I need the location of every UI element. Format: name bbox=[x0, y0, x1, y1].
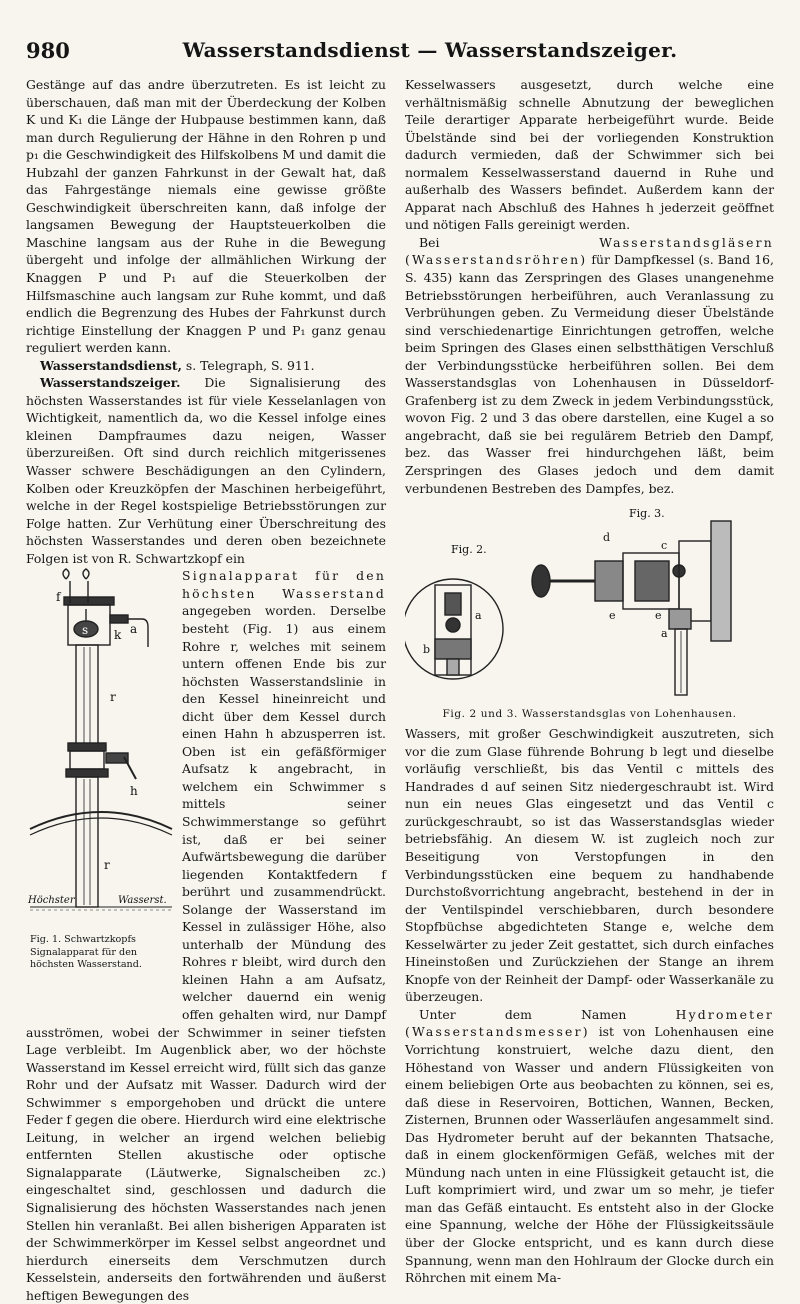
paragraph bbox=[26, 357, 386, 375]
entry-headword: Wasserstandszeiger. bbox=[40, 375, 181, 391]
fig3-label-c: c bbox=[661, 539, 668, 553]
spaced-term: Signalapparat für den höchsten Wasserstand bbox=[182, 568, 386, 601]
fig3-label-a: a bbox=[661, 627, 668, 641]
left-column bbox=[26, 76, 386, 1304]
entry-headword: Wasserstandsdienst, bbox=[40, 357, 182, 373]
entry-text: Unter dem Namen bbox=[419, 1006, 676, 1022]
entry-text: angegeben worden. Derselbe besteht (Fig. 1) aus einem Rohre r, welches mit seinem untern offenen Ende bis zur höchsten Wasserstandslinie in den Kessel hineinreicht und dicht über dem Kessel durch einen Hahn h abzusperren ist. Oben ist ein gefäßförmiger Aufsatz k angebracht, in welchem ein Schwimmer s mittels seiner Schwimmerstange so geführt ist, daß er bei seiner Aufwärtsbewegung die darüber liegenden Kontaktfedern f berührt und zusammendrückt. Solange der Wasserstand im Kessel in zulässiger Höhe, also unterhalb der Mündung des Rohres r bleibt, wird durch den kleinen Hahn a am Aufsatz, welcher dauernd ein wenig offen gehalten wird, nur Dampf ausströmen, wobei der Schwimmer in seiner tiefsten Lage verbleibt. Im Augenblick aber, wo der höchste Wasserstand im Kessel erreicht wird, füllt sich das ganze Rohr und der Aufsatz mit Wasser. Dadurch wird der Schwimmer s emporgehoben und drückt die untere Feder f gegen die obere. Hierdurch wird eine elektrische Leitung, in welcher an irgend welchen beliebig entfernten Stellen akustische oder optische Signalapparate (Läutwerke, Signalscheiben zc.) eingeschaltet sind, geschlossen und dadurch die Signalisierung des höchsten Wasserstandes nach jenen Stellen hin veranlaßt. Bei allen bisherigen Apparaten ist der Schwimmerkörper im Kessel selbst angeordnet und hierdurch einerseits dem Verschmutzen durch Kesselstein, anderseits den fortwährenden und äußerst heftigen Bewegungen des bbox=[26, 603, 386, 1303]
entry-text: Bei bbox=[419, 234, 600, 250]
label-r-upper: r bbox=[110, 690, 116, 705]
figure-1 bbox=[26, 567, 176, 1007]
paragraph: Kesselwassers ausgesetzt, durch welche eine verhältnismäßig schnelle Abnutzung der beweglichen Teile derartiger Apparate herbeigeführt wurde. Beide Übelstände sind bei der vorliegenden Konstruktion dadurch vermieden, daß der Schwimmer sich bei normalem Kesselwasserstand dauernd in Ruhe und außerhalb des Wassers befindet. Außerdem kann der Apparat nach Abschluß des Hahnes h jederzeit geöffnet und nötigen Falls gereinigt werden. bbox=[405, 77, 774, 233]
label-wasserstand: Wasserst. bbox=[118, 895, 167, 907]
entry-text: ist von Lohenhausen eine Vorrichtung konstruiert, welche dazu dient, den Höhestand von Wasser und andern Flüssigkeiten von einem beliebigen Orte aus beobachten zu können, sei es, daß diese in Reservoiren, Bottichen, Wannen, Becken, Zisternen, Brunnen oder Wasserläufen angesammelt sind. Das Hydrometer beruht auf der bekannten Thatsache, daß in einem glockenförmigen Gefäß, welches mit der Mündung nach unten in eine Flüssigkeit getaucht ist, die Luft komprimiert wird, und zwar um so mehr, je tiefer man das Gefäß eintaucht. Es entsteht also in der Glocke eine Spannung, welche der Höhe der Flüssigkeitssäule über der Glocke entspricht, und es kann durch diese Spannung, wenn man den Hohlraum der Glocke durch ein Röhrchen mit einem Ma- bbox=[405, 1024, 774, 1286]
figure-1-caption: Fig. 1. Schwartzkopfs Signalapparat für den höchsten Wasserstand. bbox=[30, 934, 142, 970]
fig2-drawing bbox=[405, 579, 503, 679]
figures-2-3-caption: Fig. 2 und 3. Wasserstandsglas von Lohenhausen. bbox=[442, 707, 737, 720]
fig3-drawing bbox=[532, 521, 731, 695]
label-h: h bbox=[130, 784, 138, 799]
entry-text: s. Telegraph, S. 911. bbox=[181, 357, 315, 373]
fig3-title: Fig. 3. bbox=[629, 507, 665, 521]
label-a: a bbox=[130, 622, 138, 637]
figures-2-3-drawing bbox=[405, 501, 774, 701]
label-s: s bbox=[82, 623, 89, 638]
fig3-label-d: d bbox=[603, 531, 611, 545]
label-k: k bbox=[114, 628, 122, 643]
label-r-lower: r bbox=[104, 858, 110, 873]
fig3-label-e-left: e bbox=[609, 609, 616, 623]
page-number: 980 bbox=[26, 38, 70, 63]
fig3-label-e-right: e bbox=[655, 609, 662, 623]
entry-text: für Dampfkessel (s. Band 16, S. 435) kann das Zerspringen des Glases unangenehme Betriebsstörungen herbeiführen, auch Veranlassung zu Verbrühungen geben. Zu Vermeidung dieser Übelstände sind verschiedenartige Einrichtungen getroffen, welche beim Springen des Glases einen selbstthätigen Verschluß der Verbindungsstücke herbeiführen sollen. Bei dem Wasserstandsglas von Lohenhausen in Düsseldorf-Grafenberg ist zu dem Zweck in jedem Verbindungsstück, wovon Fig. 2 und 3 das obere darstellen, eine Kugel a so angebracht, daß sie bei regulärem Betrieb den Dampf, bez. das Wasser frei hindurchgehen läßt, beim Zerspringen des Glases jedoch und dem damit verbundenen Bestreben des Dampfes, bez. bbox=[405, 252, 774, 496]
paragraph bbox=[405, 234, 774, 497]
fig2-label-a: a bbox=[475, 609, 482, 623]
paragraph bbox=[405, 1006, 774, 1287]
spaced-term: Wasserstandsgläsern (Wasserstandsröhren) bbox=[405, 234, 774, 268]
page-header bbox=[26, 38, 774, 68]
spaced-term: Hydrometer (Wasserstandsmesser) bbox=[405, 1006, 774, 1040]
figures-2-3 bbox=[405, 501, 774, 719]
label-f: f bbox=[56, 590, 61, 605]
paragraph: Wassers, mit großer Geschwindigkeit auszutreten, sich vor die zum Glase führende Bohrung b legt und dieselbe vorläufig verschließt, bis das Ventil c mittels des Handrades d auf seinen Sitz niedergeschraubt ist. Wird nun ein neues Glas eingesetzt und das Ventil c zurückgeschraubt, so ist das Wasserstandsglas wieder betriebsfähig. An diesem W. ist zugleich noch zur Beseitigung von Verstopfungen in den Verbindungsstücken eine bequem zu handhabende Durchstoßvorrichtung angebracht, bestehend in der in der Ventilspindel verschiebbaren, durch besondere Stopfbüchse abgedichteten Stange e, welche dem Kesselwärter zu jeder Zeit gestattet, sich durch einfaches Hineinstoßen und Zurückziehen der Stange an ihrem Knopfe von der Reinheit der Dampf- oder Wasserkanäle zu überzeugen. bbox=[405, 726, 774, 1005]
fig2-label-b: b bbox=[423, 643, 431, 657]
label-hoechster: Höchster bbox=[28, 895, 75, 907]
fig2-title: Fig. 2. bbox=[451, 543, 487, 557]
running-title: Wasserstandsdienst — Wasserstandszeiger. bbox=[182, 38, 678, 62]
entry-text: Die Signalisierung des höchsten Wasserstandes ist für viele Kesselanlagen von Wichtigkeit, namentlich da, wo die Kessel infolge eines kleinen Dampfraumes dazu neigen, Wasser überzureißen. Oft sind durch reichlich mitgerissenes Wasser schwere Beschädigungen an den Cylindern, Kolben oder Kreuzköpfen der Maschinen herbeigeführt, welche in der Regel kostspielige Betriebsstörungen zur Folge hatten. Zur Verhütung einer Überschreitung des höchsten Wasserstandes und deren oben bezeichnete Folgen ist von R. Schwartzkopf ein bbox=[26, 375, 386, 566]
paragraph bbox=[26, 374, 386, 567]
right-column bbox=[405, 76, 774, 1287]
figure-1-drawing bbox=[26, 567, 176, 932]
paragraph: Gestänge auf das andre überzutreten. Es ist leicht zu überschauen, daß man mit der Überdeckung der Kolben K und K₁ die Länge der Hubpause bestimmen kann, daß man durch Regulierung der Hähne in den Rohren p und p₁ die Geschwindigkeit des Hilfskolbens M und damit die Hubzahl der ganzen Fahrkunst in der Gewalt hat, daß das Fahrgestänge niemals eine gewisse größte Geschwindigkeit überschreiten kann, daß infolge der langsamen Bewegung der Hauptsteuerkolben die Maschine langsam aus der Ruhe in die Bewegung übergeht und infolge der allmählichen Wirkung der Knaggen P und P₁ auf die Steuerkolben der Hilfsmaschine auch langsam zur Ruhe kommt, und daß endlich die Begrenzung des Hubes der Fahrkunst durch richtige Einstellung der Knaggen P und P₁ ganz genau reguliert werden kann. bbox=[26, 77, 386, 356]
